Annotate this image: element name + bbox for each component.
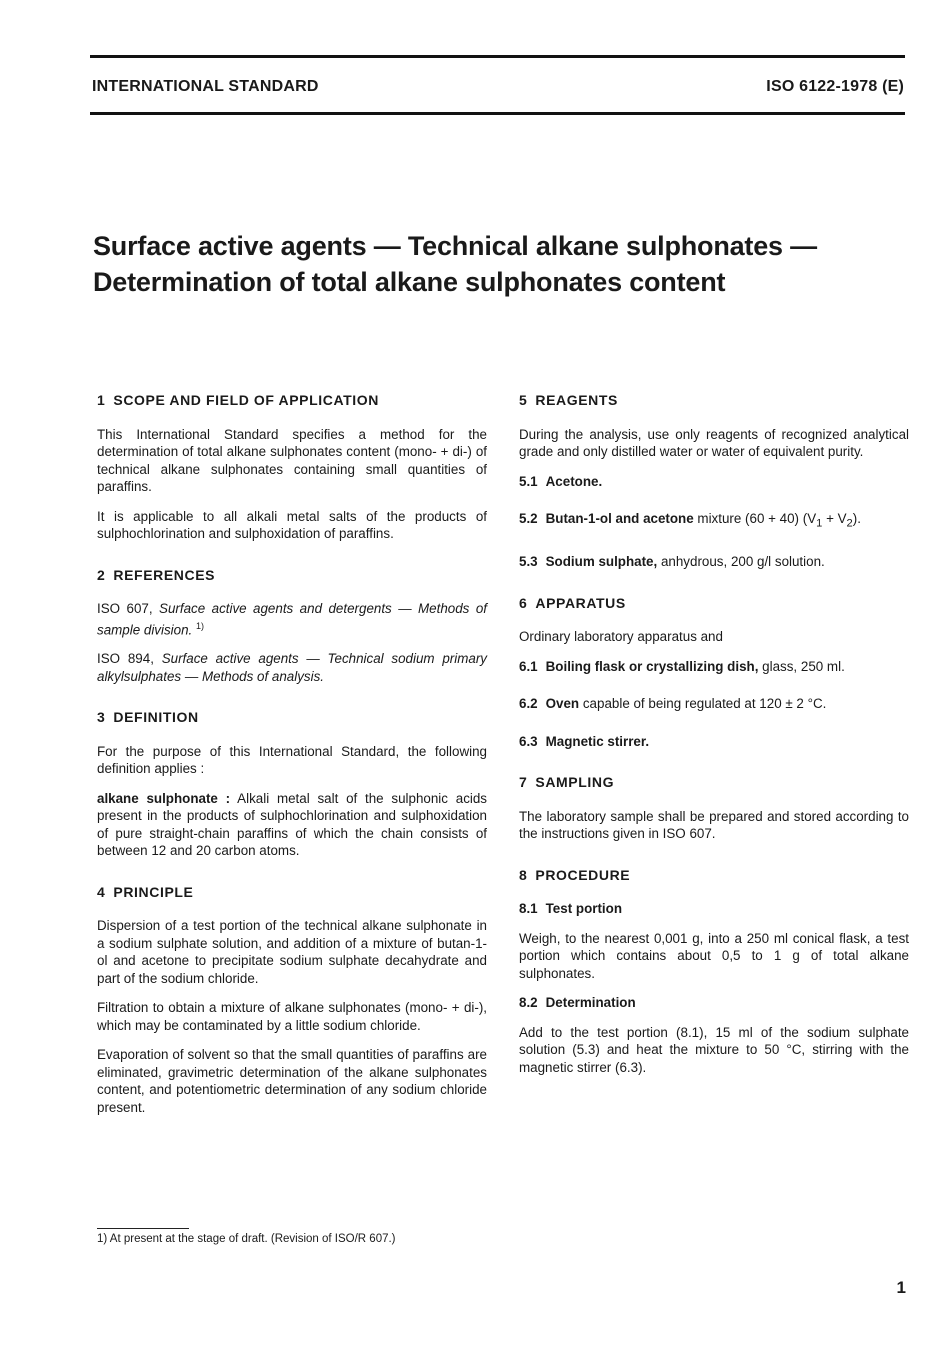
list-item: 5.2 Butan-1-ol and acetone mixture (60 + 40) $(V_1 + V_2)$. bbox=[519, 511, 861, 530]
left-column bbox=[97, 392, 487, 1140]
standard-number: ISO 6122-1978 (E) bbox=[766, 78, 904, 95]
section-7 bbox=[519, 774, 909, 843]
paragraph: For the purpose of this International Standard, the following definition applies : bbox=[97, 743, 487, 777]
section-heading: 7 SAMPLING bbox=[519, 774, 615, 791]
paragraph: Weigh, to the nearest 0,001 g, into a 250 ml conical flask, a test portion which contains about 0,5 to 1 g of total alkane sulphonates. bbox=[519, 930, 909, 981]
paragraph: This International Standard specifies a method for the determination of total alkane sulphonates content (mono- + di-) of technical alkane sulphonates containing small quantities of paraffins. bbox=[97, 426, 487, 494]
top-rule bbox=[90, 55, 905, 58]
list-item: 6.2 Oven capable of being regulated at 120 ± 2 °C. bbox=[519, 696, 827, 712]
paragraph: Dispersion of a test portion of the technical alkane sulphonate in a sodium sulphate solution, and addition of a mixture of butan-1-ol and acetone to precipitate sodium sulphate decahydrate and part of the sodium chloride. bbox=[97, 918, 487, 986]
subsection-heading: 8.1 Test portion bbox=[519, 901, 622, 917]
paragraph: It is applicable to all alkali metal salts of the products of sulphochlorination and sulphoxidation of paraffins. bbox=[97, 508, 487, 541]
paragraph: Evaporation of solvent so that the small quantities of paraffins are eliminated, gravimetric determination of the alkane sulphonates content, and potentiometric determination of any sodium chloride present. bbox=[97, 1047, 487, 1115]
section-6 bbox=[519, 595, 909, 751]
section-heading: 8 PROCEDURE bbox=[519, 866, 631, 883]
section-5 bbox=[519, 392, 909, 571]
footnote: 1) At present at the stage of draft. (Revision of ISO/R 607.) bbox=[97, 1233, 396, 1245]
section-4 bbox=[97, 884, 487, 1117]
paragraph: The laboratory sample shall be prepared and stored according to the instructions given in ISO 607. bbox=[519, 808, 909, 842]
section-heading: 2 REFERENCES bbox=[97, 566, 216, 583]
section-heading: 6 APPARATUS bbox=[519, 594, 626, 611]
paragraph: Filtration to obtain a mixture of alkane sulphonates (mono- + di-), which may be contaminated by a little sodium chloride. bbox=[97, 1000, 487, 1033]
list-item: 6.1 Boiling flask or crystallizing dish, glass, 250 ml. bbox=[519, 658, 845, 674]
page-title bbox=[93, 228, 903, 300]
section-3 bbox=[97, 709, 487, 860]
list-item: 5.3 Sodium sulphate, anhydrous, 200 g/l solution. bbox=[519, 554, 825, 570]
subsection-heading: 8.2 Determination bbox=[519, 995, 636, 1011]
footnote-rule bbox=[97, 1228, 189, 1229]
right-column bbox=[519, 392, 909, 1100]
title-line-2: Determination of total alkane sulphonates content bbox=[93, 267, 726, 297]
footnote-ref: 1) bbox=[196, 620, 205, 631]
definition: alkane sulphonate : Alkali metal salt of the sulphonic acids present in the products of sulphochlorination and sulphoxidation of pure straight-chain paraffins of which the chain consists of between 12 and 20 carbon atoms. bbox=[97, 790, 488, 859]
section-heading: 1 SCOPE AND FIELD OF APPLICATION bbox=[97, 392, 379, 408]
reference-item: ISO 607, Surface active agents and detergents — Methods of sample division. $^{1)}$ bbox=[97, 601, 487, 637]
section-1 bbox=[97, 392, 487, 543]
paragraph: During the analysis, use only reagents of recognized analytical grade and only distilled water or water of equivalent purity. bbox=[519, 426, 909, 459]
section-heading: 5 REAGENTS bbox=[519, 392, 618, 408]
section-8 bbox=[519, 867, 909, 1077]
paragraph: Add to the test portion (8.1), 15 ml of the sodium sulphate solution (5.3) and heat the mixture to 50 °C, stirring with the magnetic stirrer (6.3). bbox=[519, 1024, 909, 1075]
list-item: 6.3 Magnetic stirrer. bbox=[519, 733, 650, 749]
section-heading: 3 DEFINITION bbox=[97, 709, 199, 726]
title-line-1: Surface active agents — Technical alkane sulphonates — bbox=[93, 231, 817, 261]
paragraph: Ordinary laboratory apparatus and bbox=[519, 629, 723, 645]
reference-item: ISO 894, Surface active agents — Technical sodium primary alkylsulphates — Methods of analysis. bbox=[97, 651, 487, 684]
page-number: 1 bbox=[896, 1278, 906, 1297]
header-rule bbox=[90, 112, 905, 115]
document-type: INTERNATIONAL STANDARD bbox=[92, 78, 319, 95]
list-item: 5.1 Acetone. bbox=[519, 473, 603, 489]
section-heading: 4 PRINCIPLE bbox=[97, 883, 194, 900]
section-2 bbox=[97, 567, 487, 686]
